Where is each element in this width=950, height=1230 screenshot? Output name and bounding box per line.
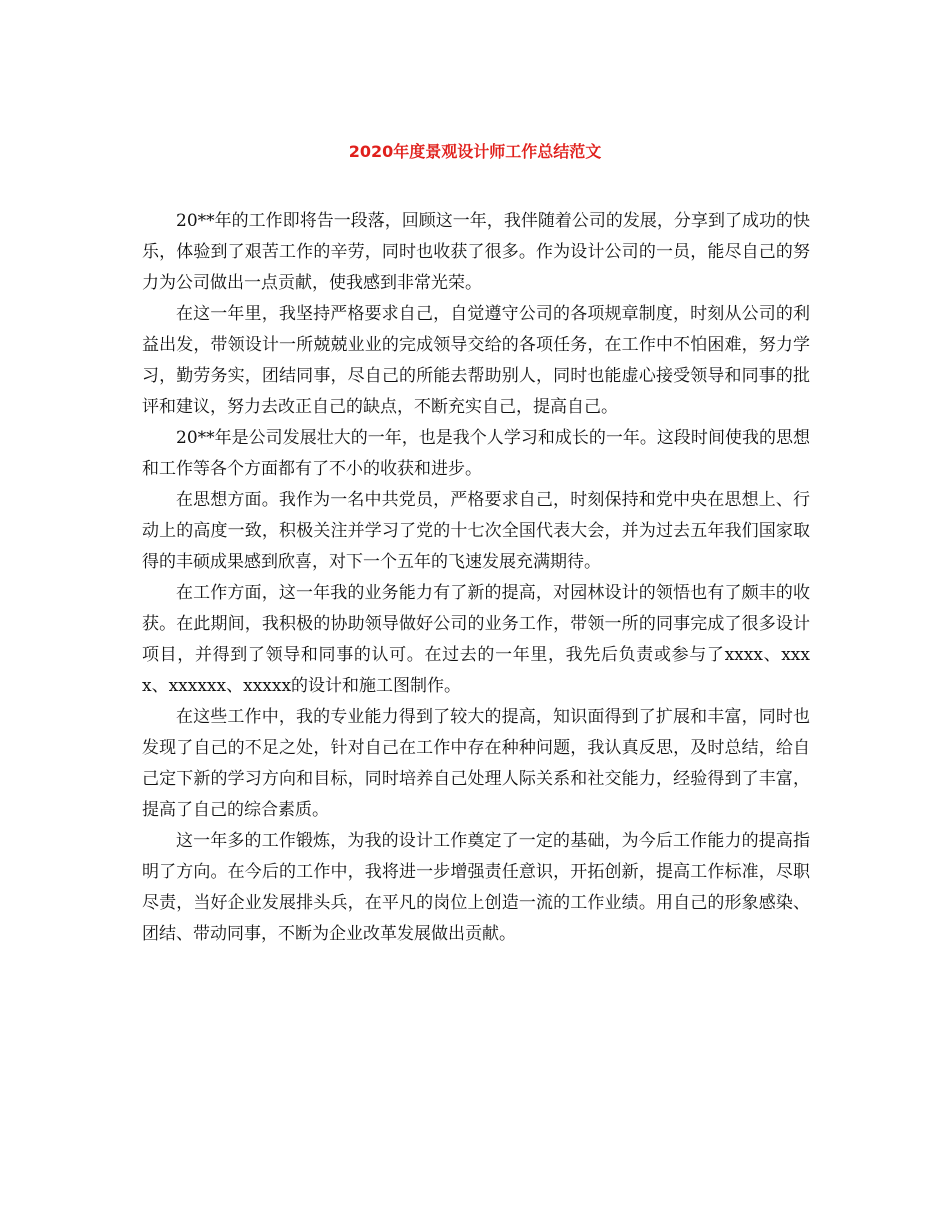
paragraph-reflection: 在这些工作中，我的专业能力得到了较大的提高，知识面得到了扩展和丰富，同时也发现了自己的不足之处，针对自己在工作中存在种种问题，我认真反思，及时总结，给自己定下新的学习方向和目标，同时培养自己处理人际关系和社交能力，经验得到了丰富，提高了自己的综合素质。 <box>142 707 810 820</box>
document-title: 2020年度景观设计师工作总结范文 <box>348 142 602 161</box>
paragraph-outlook: 这一年多的工作锻炼，为我的设计工作奠定了一定的基础，为今后工作能力的提高指明了方向。在今后的工作中，我将进一步增强责任意识，开拓创新，提高工作标准，尽职尽责，当好企业发展排头兵，在平凡的岗位上创造一流的工作业绩。用自己的形象感染、团结、带动同事，不断为企业改革发展做出贡献。 <box>142 831 810 944</box>
paragraph-intro: 20**年的工作即将告一段落，回顾这一年，我伴随着公司的发展，分享到了成功的快乐，体验到了艰苦工作的辛劳，同时也收获了很多。作为设计公司的一员，能尽自己的努力为公司做出一点贡献，使我感到非常光荣。 <box>142 211 810 293</box>
document-body <box>142 206 810 950</box>
paragraph-ideology: 在思想方面。我作为一名中共党员，严格要求自己，时刻保持和党中央在思想上、行动上的高度一致，积极关注并学习了党的十七次全国代表大会，并为过去五年我们国家取得的丰硕成果感到欣喜，对下一个五年的飞速发展充满期待。 <box>142 490 810 572</box>
paragraph-self-discipline: 在这一年里，我坚持严格要求自己，自觉遵守公司的各项规章制度，时刻从公司的利益出发，带领设计一所兢兢业业的完成领导交给的各项任务，在工作中不怕困难，努力学习，勤劳务实，团结同事，尽自己的所能去帮助别人，同时也能虚心接受领导和同事的批评和建议，努力去改正自己的缺点，不断充实自己，提高自己。 <box>142 304 810 417</box>
paragraph-work: 在工作方面，这一年我的业务能力有了新的提高，对园林设计的领悟也有了颇丰的收获。在此期间，我积极的协助领导做好公司的业务工作，带领一所的同事完成了很多设计项目，并得到了领导和同事的认可。在过去的一年里，我先后负责或参与了xxxx、xxxx、xxxxxx、xxxxx的设计和施工图制作。 <box>142 583 810 696</box>
paragraph-growth-year: 20**年是公司发展壮大的一年，也是我个人学习和成长的一年。这段时间使我的思想和工作等各个方面都有了不小的收获和进步。 <box>142 428 810 479</box>
